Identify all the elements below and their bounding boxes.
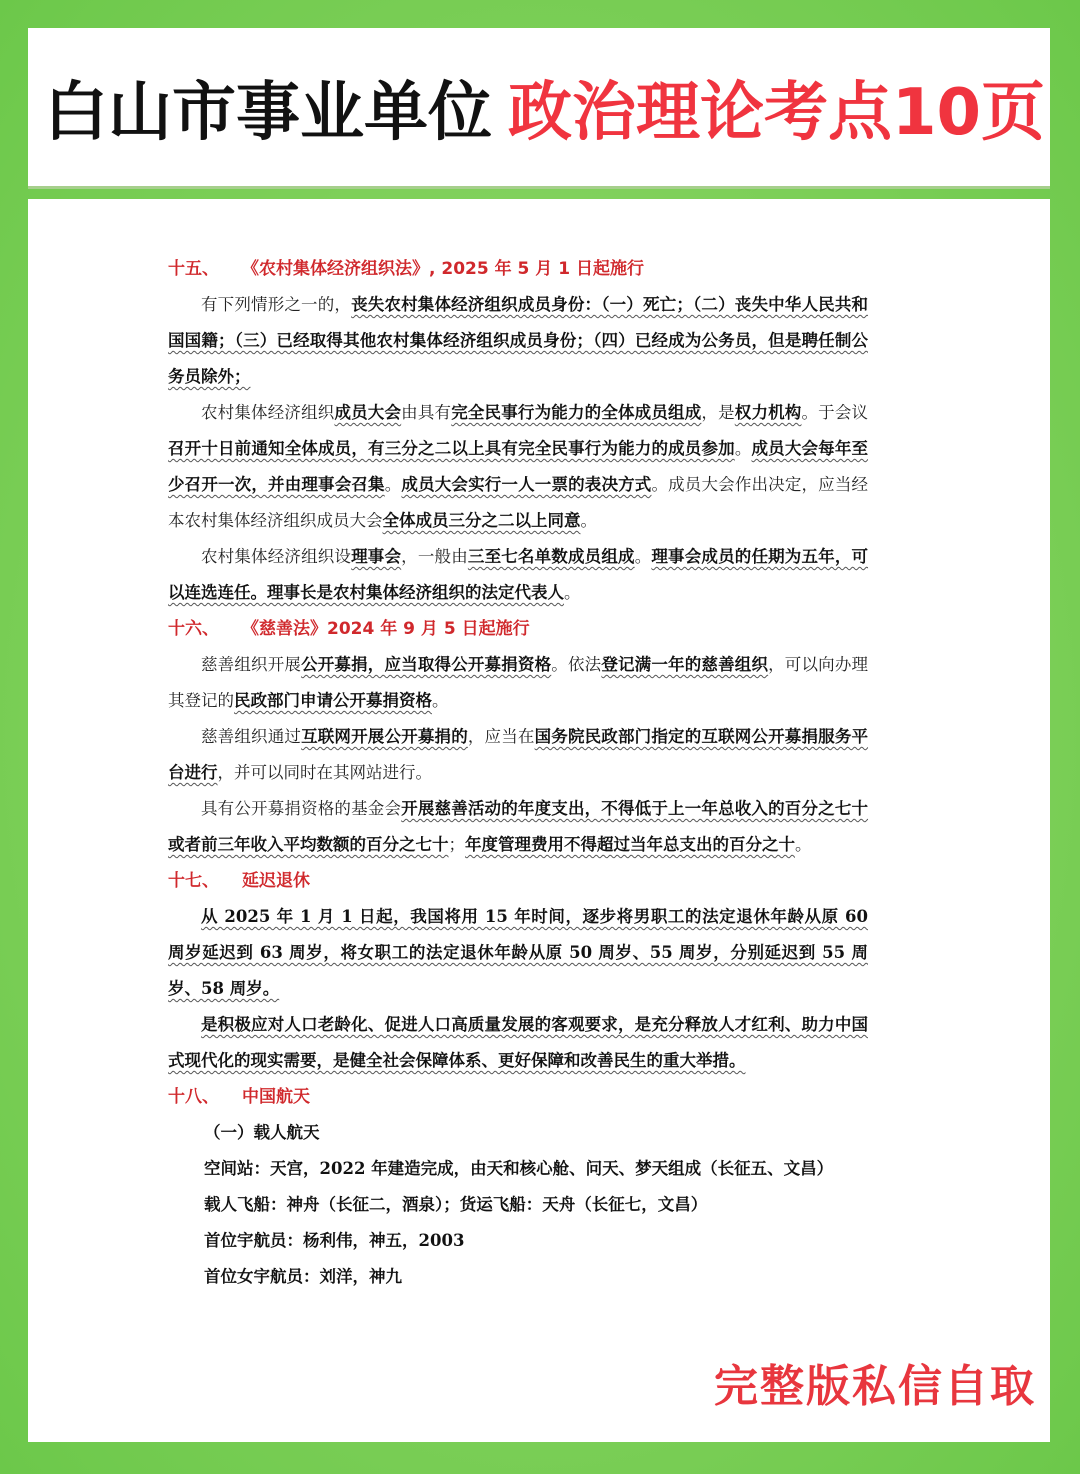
text-run: 慈善组织开展 (201, 655, 302, 674)
text-run: 具有公开募捐资格的基金会 (201, 799, 402, 818)
text-run: ，并可以同时在其网站进行。 (217, 763, 432, 782)
section-15-title: 《农村集体经济组织法》, 2025 年 5 月 1 日起施行 (242, 259, 644, 279)
key-point: 理事会 (351, 547, 402, 566)
key-point: 从 2025 年 1 月 1 日起，我国将用 15 年时间，逐步将男职工的法定退休年龄从原 60 周岁延迟到 63 周岁，将女职工的法定退休年龄从原 50 周岁、55 周岁，分别延迟到 55 周岁、58 周岁。 (168, 907, 868, 998)
text-run: 。 (795, 835, 812, 854)
section-17-para-1 (168, 899, 868, 1007)
text-run: 慈善组织通过 (201, 727, 302, 746)
text-run: 。 (634, 547, 652, 566)
text-run: ； (448, 835, 465, 854)
text-run: ，可以向办理其登记的 (168, 655, 869, 710)
key-point: 民政部门申请公开募捐资格 (234, 691, 432, 710)
aerospace-line-1: （一）载人航天 (204, 1123, 320, 1142)
text-run: 有下列情形之一的， (201, 295, 352, 314)
key-point: 丧失农村集体经济组织成员身份：（一）死亡；（二）丧失中华人民共和国国籍；（三）已经取得其他农村集体经济组织成员身份；（四）已经成为公务员，但是聘任制公务员除外； (168, 295, 869, 386)
section-17-heading (168, 863, 868, 899)
key-point: 完全民事行为能力的全体成员组成 (451, 403, 702, 422)
key-point: 国务院民政部门指定的互联网公开募捐服务平台进行 (168, 727, 869, 782)
key-point: 理事会成员的任期为五年，可以连选连任。理事长是农村集体经济组织的法定代表人 (168, 547, 869, 602)
key-point: 是积极应对人口老龄化、促进人口高质量发展的客观要求，是充分释放人才红利、助力中国式现代化的现实需要，是健全社会保障体系、更好保障和改善民生的重大举措。 (168, 1015, 868, 1070)
key-point: 登记满一年的慈善组织 (601, 655, 769, 674)
key-point: 权力机构 (734, 403, 802, 422)
section-15-heading (168, 251, 868, 287)
key-point: 三至七名单数成员组成 (467, 547, 635, 566)
text-run: 。 (384, 475, 402, 494)
section-15-para-2 (168, 395, 868, 539)
section-15-para-3 (168, 539, 868, 611)
section-16-title: 《慈善法》2024 年 9 月 5 日起施行 (242, 619, 530, 639)
text-run: 。成员大会作出决定，应当经本农村集体经济组织成员大会 (168, 475, 869, 530)
aerospace-line-2: 空间站：天宫，2022 年建造完成，由天和核心舱、问天、梦天组成（长征五、文昌） (204, 1159, 834, 1178)
key-point: 全体成员三分之二以上同意 (382, 511, 581, 530)
text-run: ，是 (701, 403, 735, 422)
text-run: 。于会议 (801, 403, 869, 422)
text-run: 。 (734, 439, 752, 458)
section-16-para-1 (168, 647, 868, 719)
text-run: ，一般由 (401, 547, 468, 566)
key-point: 成员大会每年至少召开一次，并由理事会召集 (168, 439, 869, 494)
text-run: 。 (432, 691, 449, 710)
key-point: 召开十日前通知全体成员，有三分之二以上具有完全民事行为能力的成员参加 (168, 439, 735, 458)
section-16-heading (168, 611, 868, 647)
section-16-para-2 (168, 719, 868, 791)
aerospace-line-5: 首位女宇航员：刘洋，神九 (204, 1267, 402, 1286)
aerospace-line-4: 首位宇航员：杨利伟，神五，2003 (204, 1231, 465, 1250)
section-18-number: 十八、 (168, 1087, 219, 1107)
text-run: 由具有 (401, 403, 452, 422)
section-15-para-1 (168, 287, 868, 395)
section-17-title: 延迟退休 (242, 871, 310, 891)
document-content (168, 251, 868, 1295)
key-point: 年度管理费用不得超过当年总支出的百分之十 (465, 835, 795, 854)
text-run: 。依法 (551, 655, 602, 674)
key-point: 互联网开展公开募捐的 (301, 727, 468, 746)
title-black: 白山市事业单位 (44, 76, 492, 150)
section-18-heading (168, 1079, 868, 1115)
section-17-number: 十七、 (168, 871, 219, 891)
section-17-para-2 (168, 1007, 868, 1079)
key-point: 开展慈善活动的年度支出，不得低于上一年总收入的百分之七十或者前三年收入平均数额的百分之七十 (168, 799, 869, 854)
text-run: 。 (564, 583, 581, 602)
document-page (28, 199, 1050, 1442)
text-run: ，应当在 (467, 727, 535, 746)
title-red: 政治理论考点10页 (508, 76, 1046, 150)
key-point: 公开募捐，应当取得公开募捐资格 (301, 655, 552, 674)
section-16-number: 十六、 (168, 619, 219, 639)
text-run: 农村集体经济组织设 (201, 547, 352, 566)
text-run: 农村集体经济组织 (201, 403, 335, 422)
key-point: 成员大会 (334, 403, 402, 422)
key-point: 成员大会实行一人一票的表决方式 (401, 475, 652, 494)
section-15-number: 十五、 (168, 259, 219, 279)
section-18-title: 中国航天 (242, 1087, 310, 1107)
aerospace-line-3: 载人飞船：神舟（长征二，酒泉）；货运飞船：天舟（长征七，文昌） (204, 1195, 708, 1214)
title-banner (28, 28, 1050, 189)
text-run: 。 (580, 511, 597, 530)
section-16-para-3 (168, 791, 868, 863)
footer-note: 完整版私信自取 (714, 1361, 1036, 1412)
